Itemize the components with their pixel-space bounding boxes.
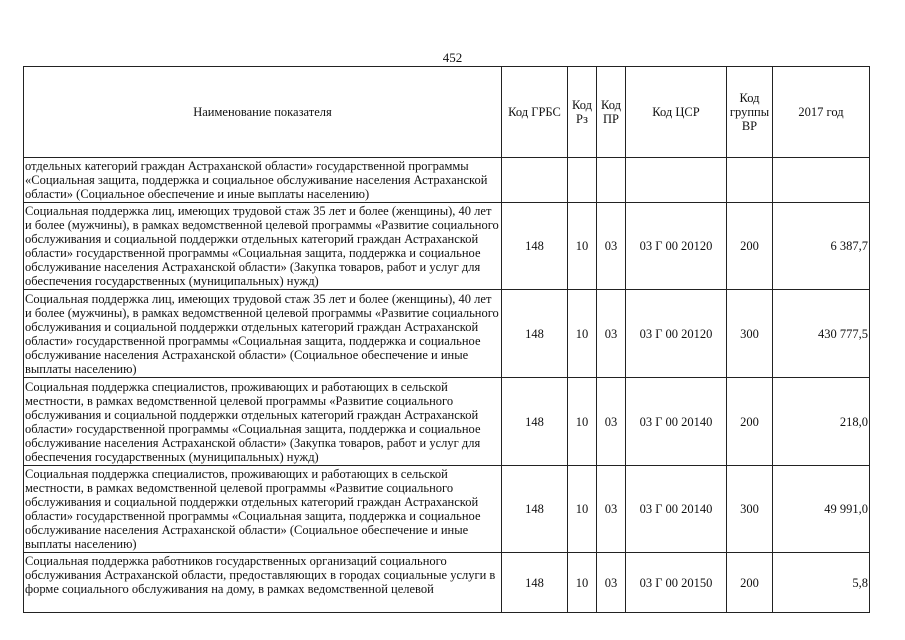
row-vr: 200 [727,553,773,613]
row-vr: 300 [727,290,773,378]
row-rz [568,158,597,203]
row-pr: 03 [597,553,626,613]
row-rz: 10 [568,466,597,553]
header-csr: Код ЦСР [626,67,727,158]
row-vr: 200 [727,203,773,290]
row-vr: 200 [727,378,773,466]
header-grbs: Код ГРБС [502,67,568,158]
table-row [24,553,870,613]
row-amount: 218,0 [773,378,870,466]
row-pr [597,158,626,203]
budget-table [23,66,870,613]
row-name: Социальная поддержка специалистов, проживающих и работающих в сельской местности, в рамках ведомственной целевой программы «Развитие социального обслуживания и социальной поддержки отдельных категорий граждан Астраханской области» государственной программы «Социальная защита, поддержка и социальное обслуживание населения Астраханской области» (Закупка товаров, работ и услуг для обеспечения государственных (муниципальных) нужд) [24,378,502,466]
row-amount [773,158,870,203]
table-row [24,290,870,378]
row-grbs [502,158,568,203]
row-rz: 10 [568,553,597,613]
header-name: Наименование показателя [24,67,502,158]
row-vr [727,158,773,203]
table-row [24,158,870,203]
row-csr [626,158,727,203]
row-amount: 5,8 [773,553,870,613]
row-grbs: 148 [502,378,568,466]
row-name: Социальная поддержка лиц, имеющих трудовой стаж 35 лет и более (женщины), 40 лет и более (мужчины), в рамках ведомственной целевой программы «Развитие социального обслуживания и социальной поддержки отдельных категорий граждан Астраханской области» государственной программы «Социальная защита, поддержка и социальное обслуживание населения Астраханской области» (Социальное обеспечение и иные выплаты населению) [24,290,502,378]
table-header-row [24,67,870,158]
row-name: отдельных категорий граждан Астраханской области» государственной программы «Социальная защита, поддержка и социальное обслуживание населения Астраханской области» (Социальное обеспечение и иные выплаты населению) [24,158,502,203]
row-name: Социальная поддержка специалистов, проживающих и работающих в сельской местности, в рамках ведомственной целевой программы «Развитие социального обслуживания и социальной поддержки отдельных категорий граждан Астраханской области» государственной программы «Социальная защита, поддержка и социальное обслуживание населения Астраханской области» (Социальное обеспечение и иные выплаты населению) [24,466,502,553]
page-number: 452 [442,50,463,65]
table-row [24,203,870,290]
row-csr: 03 Г 00 20140 [626,466,727,553]
budget-table-container [23,66,875,640]
row-pr: 03 [597,203,626,290]
row-grbs: 148 [502,290,568,378]
row-csr: 03 Г 00 20120 [626,290,727,378]
row-csr: 03 Г 00 20150 [626,553,727,613]
header-pr: Код ПР [597,67,626,158]
row-csr: 03 Г 00 20140 [626,378,727,466]
row-amount: 49 991,0 [773,466,870,553]
row-grbs: 148 [502,203,568,290]
row-pr: 03 [597,290,626,378]
row-pr: 03 [597,378,626,466]
row-grbs: 148 [502,553,568,613]
table-row [24,378,870,466]
row-name: Социальная поддержка работников государственных организаций социального обслуживания Астраханской области, предоставляющих в городах социальные услуги в форме социального обслуживания на дому, в рамках ведомственной целевой [24,553,502,613]
row-pr: 03 [597,466,626,553]
row-amount: 6 387,7 [773,203,870,290]
row-vr: 300 [727,466,773,553]
row-amount: 430 777,5 [773,290,870,378]
table-row [24,466,870,553]
row-rz: 10 [568,378,597,466]
row-grbs: 148 [502,466,568,553]
header-rz: Код Рз [568,67,597,158]
row-csr: 03 Г 00 20120 [626,203,727,290]
row-name: Социальная поддержка лиц, имеющих трудовой стаж 35 лет и более (женщины), 40 лет и более (мужчины), в рамках ведомственной целевой программы «Развитие социального обслуживания и социальной поддержки отдельных категорий граждан Астраханской области» государственной программы «Социальная защита, поддержка и социальное обслуживание населения Астраханской области» (Закупка товаров, работ и услуг для обеспечения государственных (муниципальных) нужд) [24,203,502,290]
row-rz: 10 [568,203,597,290]
row-rz: 10 [568,290,597,378]
header-vr: Код группы ВР [727,67,773,158]
header-year: 2017 год [773,67,870,158]
